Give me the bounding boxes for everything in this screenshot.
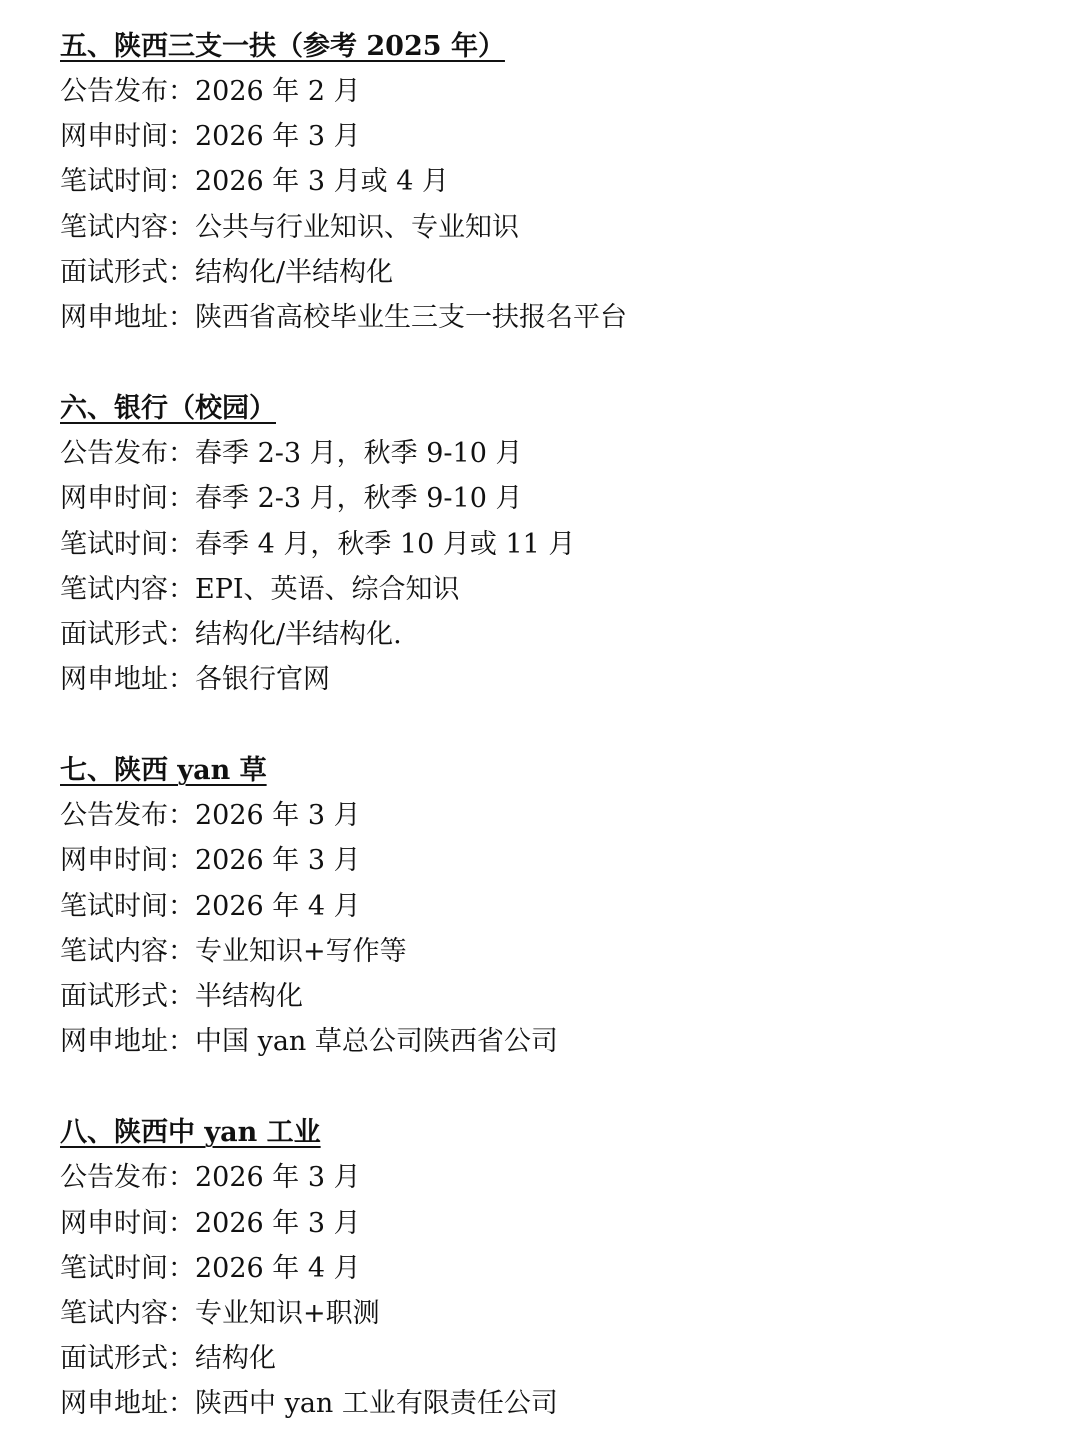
info-row-exam-content [60, 567, 1080, 612]
row-label: 公告发布： [60, 438, 195, 470]
section-tobacco-industry [60, 1110, 1080, 1426]
row-value: 2026 年 3 月 [195, 800, 361, 832]
info-row-exam-content [60, 1291, 1080, 1336]
row-label: 公告发布： [60, 1162, 195, 1194]
info-row-interview [60, 974, 1080, 1019]
row-value: 结构化 [195, 1343, 276, 1375]
section-tobacco [60, 748, 1080, 1064]
row-value: 结构化/半结构化. [195, 618, 402, 650]
row-value: 专业知识+职测 [195, 1297, 380, 1329]
row-value: 2026 年 4 月 [195, 1252, 361, 1284]
info-row-application [60, 838, 1080, 883]
row-label: 笔试内容： [60, 211, 195, 243]
row-value: EPI、英语、综合知识 [195, 573, 460, 605]
row-label: 公告发布： [60, 76, 195, 107]
row-label: 网申时间： [60, 845, 195, 877]
row-value: 2026 年 2 月 [195, 76, 361, 107]
row-value: 2026 年 3 月 [195, 1162, 361, 1194]
row-value: 中国 yan 草总公司陕西省公司 [195, 1026, 558, 1058]
info-row-announcement [60, 793, 1080, 838]
info-row-application [60, 1201, 1080, 1246]
section-title: 八、陕西中 yan 工业 [60, 1117, 321, 1149]
row-value: 2026 年 3 月 [195, 1207, 361, 1239]
row-value: 专业知识+写作等 [195, 935, 407, 967]
row-label: 笔试内容： [60, 935, 195, 967]
info-row-exam-content [60, 205, 1080, 250]
row-value: 结构化/半结构化 [195, 256, 394, 288]
row-label: 网申时间： [60, 121, 195, 153]
row-label: 笔试内容： [60, 1297, 195, 1329]
row-label: 网申地址： [60, 1026, 195, 1058]
row-value: 陕西中 yan 工业有限责任公司 [195, 1388, 558, 1420]
row-label: 网申时间： [60, 483, 195, 515]
row-label: 面试形式： [60, 618, 195, 650]
row-label: 网申地址： [60, 1388, 195, 1420]
info-row-interview [60, 612, 1080, 657]
row-value: 春季 4 月，秋季 10 月或 11 月 [195, 528, 576, 560]
row-value: 公共与行业知识、专业知识 [195, 211, 519, 243]
info-row-exam-time [60, 884, 1080, 929]
info-row-application [60, 114, 1080, 159]
row-label: 网申地址： [60, 664, 195, 696]
row-label: 网申时间： [60, 1207, 195, 1239]
row-label: 面试形式： [60, 1343, 195, 1375]
row-label: 笔试时间： [60, 1252, 195, 1284]
info-row-address [60, 295, 1080, 340]
section-title: 七、陕西 yan 草 [60, 755, 267, 787]
info-row-exam-content [60, 929, 1080, 974]
row-value: 陕西省高校毕业生三支一扶报名平台 [195, 301, 627, 333]
info-row-application [60, 476, 1080, 521]
info-row-exam-time [60, 1246, 1080, 1291]
row-value: 2026 年 4 月 [195, 890, 361, 922]
info-row-exam-time [60, 522, 1080, 567]
info-row-interview [60, 1336, 1080, 1381]
section-bank [60, 386, 1080, 702]
info-row-announcement [60, 431, 1080, 476]
row-value: 春季 2-3 月，秋季 9-10 月 [195, 438, 523, 470]
section-sanzhiyifu [60, 24, 1080, 340]
row-value: 2026 年 3 月或 4 月 [195, 166, 449, 198]
row-value: 半结构化 [195, 981, 303, 1012]
info-row-announcement [60, 1155, 1080, 1200]
row-label: 笔试时间： [60, 890, 195, 922]
section-title: 六、银行（校园） [60, 393, 276, 425]
info-row-announcement [60, 69, 1080, 114]
info-row-exam-time [60, 159, 1080, 204]
row-label: 笔试时间： [60, 166, 195, 198]
info-row-address [60, 1381, 1080, 1426]
row-label: 公告发布： [60, 800, 195, 832]
info-row-interview [60, 250, 1080, 295]
row-label: 面试形式： [60, 981, 195, 1012]
info-row-address [60, 1019, 1080, 1064]
section-title: 五、陕西三支一扶（参考 2025 年） [60, 31, 505, 62]
row-label: 网申地址： [60, 301, 195, 333]
row-value: 2026 年 3 月 [195, 121, 361, 153]
info-row-address [60, 657, 1080, 702]
row-label: 笔试时间： [60, 528, 195, 560]
row-label: 笔试内容： [60, 573, 195, 605]
row-value: 2026 年 3 月 [195, 845, 361, 877]
row-value: 春季 2-3 月，秋季 9-10 月 [195, 483, 523, 515]
row-label: 面试形式： [60, 256, 195, 288]
row-value: 各银行官网 [195, 664, 330, 696]
